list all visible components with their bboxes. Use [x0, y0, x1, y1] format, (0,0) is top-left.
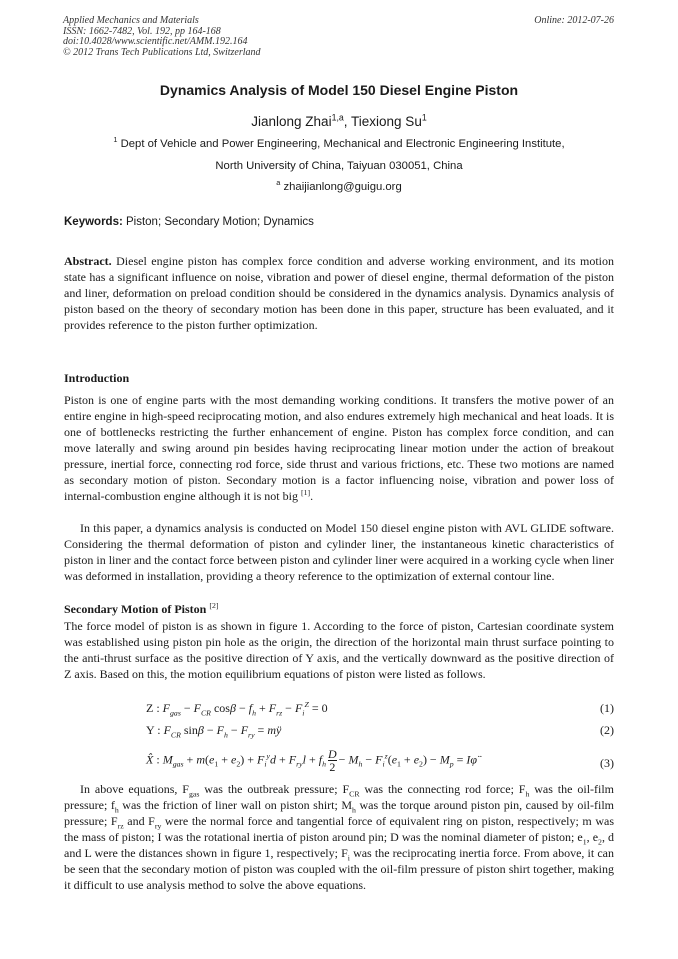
- issn-line: ISSN: 1662-7482, Vol. 192, pp 164-168: [63, 25, 221, 37]
- author-line: [0, 114, 678, 129]
- introduction-heading: Introduction: [64, 371, 130, 385]
- journal-header: [63, 16, 261, 58]
- email-sup: a: [276, 178, 281, 188]
- affiliation-line-2: North University of China, Taiyuan 030051, China: [215, 160, 463, 172]
- introduction-p1: [64, 392, 614, 504]
- email-line: [0, 178, 678, 193]
- abstract: [64, 253, 614, 333]
- intro-p1-text: Piston is one of engine parts with the most demanding working conditions. It transfers the motive power of an entire engine in high-speed reciprocating motion, and also endures extremely high mechanical and heat loads. It is one of bottlenecks restricting the further enhancement of engine. Piston has complex force condition, and can move laterally and swing around pin besides having reciprocating linear motion under the action of breakout pressure, inertial force, connecting rod force, side thrust and various frictions, etc. These two motions are named as secondary motion of piston. Secondary motion is a factor influencing noise, vibration and power loss of internal-combustion engine although it is not big: [64, 393, 614, 503]
- abstract-text: Diesel engine piston has complex force condition and adverse working environment, and its motion state has a significant influence on noise, vibration and power of diesel engine, thermal deformation of the piston and liner, deformation on preload condition should be considered in the dynamics analysis. Dynamics analysis of piston based on the theory of secondary motion has been done in this paper, structure has been evaluated, and it provides reference to the piston further optimization.: [64, 254, 614, 332]
- author-sep: ,: [343, 114, 352, 129]
- affil-sup: 1: [113, 135, 118, 145]
- equation-1-number: (1): [600, 701, 614, 715]
- equation-2: [0, 723, 678, 743]
- intro-p1-end: .: [310, 489, 314, 503]
- fraction-d-over-2: $\frac{D}{2}$: [327, 747, 337, 774]
- affiliation-line-1: [0, 135, 678, 150]
- intro-ref-1: [1]: [300, 488, 311, 497]
- introduction-p2: In this paper, a dynamics analysis is conducted on Model 150 diesel engine piston with AVL GLIDE software. Considering the thermal deformation of piston and cylinder liner, the instantaneous kinetic characteristics of piston in liner and the contact force between piston and cylinder liner were acquired in a working cycle when liner was deformed in installation, providing a theory reference to the optimization of external contour line.: [64, 521, 614, 583]
- copyright-line: © 2012 Trans Tech Publications Ltd, Switzerland: [63, 46, 261, 58]
- equation-1-expr: Z : $F_{gas} - F_{CR}$ $\cos\beta - f_h + F_{rz} - F_i^Z = 0$: [146, 700, 328, 718]
- online-date: Online: 2012-07-26: [534, 15, 614, 26]
- equation-3-number: (3): [600, 756, 614, 770]
- secondary-heading-text: Secondary Motion of Piston: [64, 602, 210, 616]
- equation-2-number: (2): [600, 723, 614, 737]
- secondary-motion-p1: The force model of piston is as shown in figure 1. According to the force of piston, Cartesian coordinate system was established using piston pin hole as the origin, the direction of the horizontal main thrust surface pointing to the anti-thrust surface as the positive direction of Y axis, and the vertically downward as the positive direction of Z axis. Based on this, the motion equilibrium equations of piston were listed as follows.: [64, 619, 614, 681]
- equation-3: [0, 744, 678, 778]
- author-2: Tiexiong Su: [351, 114, 422, 129]
- paper-title: Dynamics Analysis of Model 150 Diesel Engine Piston: [159, 82, 519, 98]
- abstract-label: Abstract.: [64, 254, 112, 268]
- keywords-label: Keywords:: [64, 216, 123, 228]
- equations-explanation: In above equations, $F_{gas}$ was the outbreak pressure; $F_{CR}$ was the connecting rod force; $F_h$ was the oil-film pressure; $f_h$ was the friction of liner wall on piston shirt; $M_h$ was the torque around piston pin, caused by oil-film pressure; $F_{rz}$ and $F_{ry}$ were the normal force and tangential force of equivalent ring on piston, respectively; m was the mass of piston; I was the rotational inertia of piston around pin; D was the nominal diameter of piston; $e_1$, $e_2$, d and L were the distances shown in figure 1, respectively; $F_i$ was the reciprocating inertia force. From above, it can be seen that the secondary motion of piston was coupled with the oil-film pressure of piston shirt together, making it difficult to use analysis method to solve the above equations.: [64, 782, 615, 892]
- secondary-heading-ref: [2]: [209, 601, 219, 610]
- doi-line: doi:10.4028/www.scientific.net/AMM.192.164: [63, 36, 248, 47]
- affil-text-1: Dept of Vehicle and Power Engineering, Mechanical and Electronic Engineering Institute,: [117, 138, 565, 150]
- secondary-motion-heading: [64, 602, 218, 617]
- equation-2-expr: Y : $F_{CR}$ $\sin\beta - F_h - F_{ry}$ = mÿ: [146, 723, 282, 740]
- author-1-sup: 1,a: [331, 112, 344, 123]
- equation-1: [0, 701, 678, 721]
- equation-3-expr: X̂ : $M_{gas} + m(e_1 + e_2) + F_i^yd + F_{ry}l + f_h$ $\frac{D}{2}$ − $M_h - F_i^z(e_1 + e_2) - M_p$ = Iφ̈: [146, 747, 478, 774]
- email-text: zhaijianlong@guigu.org: [280, 181, 402, 193]
- author-2-sup: 1: [421, 112, 427, 123]
- keywords-text: Piston; Secondary Motion; Dynamics: [122, 216, 314, 228]
- journal-name: Applied Mechanics and Materials: [63, 15, 199, 26]
- keywords: [64, 216, 314, 228]
- author-1: Jianlong Zhai: [251, 114, 332, 129]
